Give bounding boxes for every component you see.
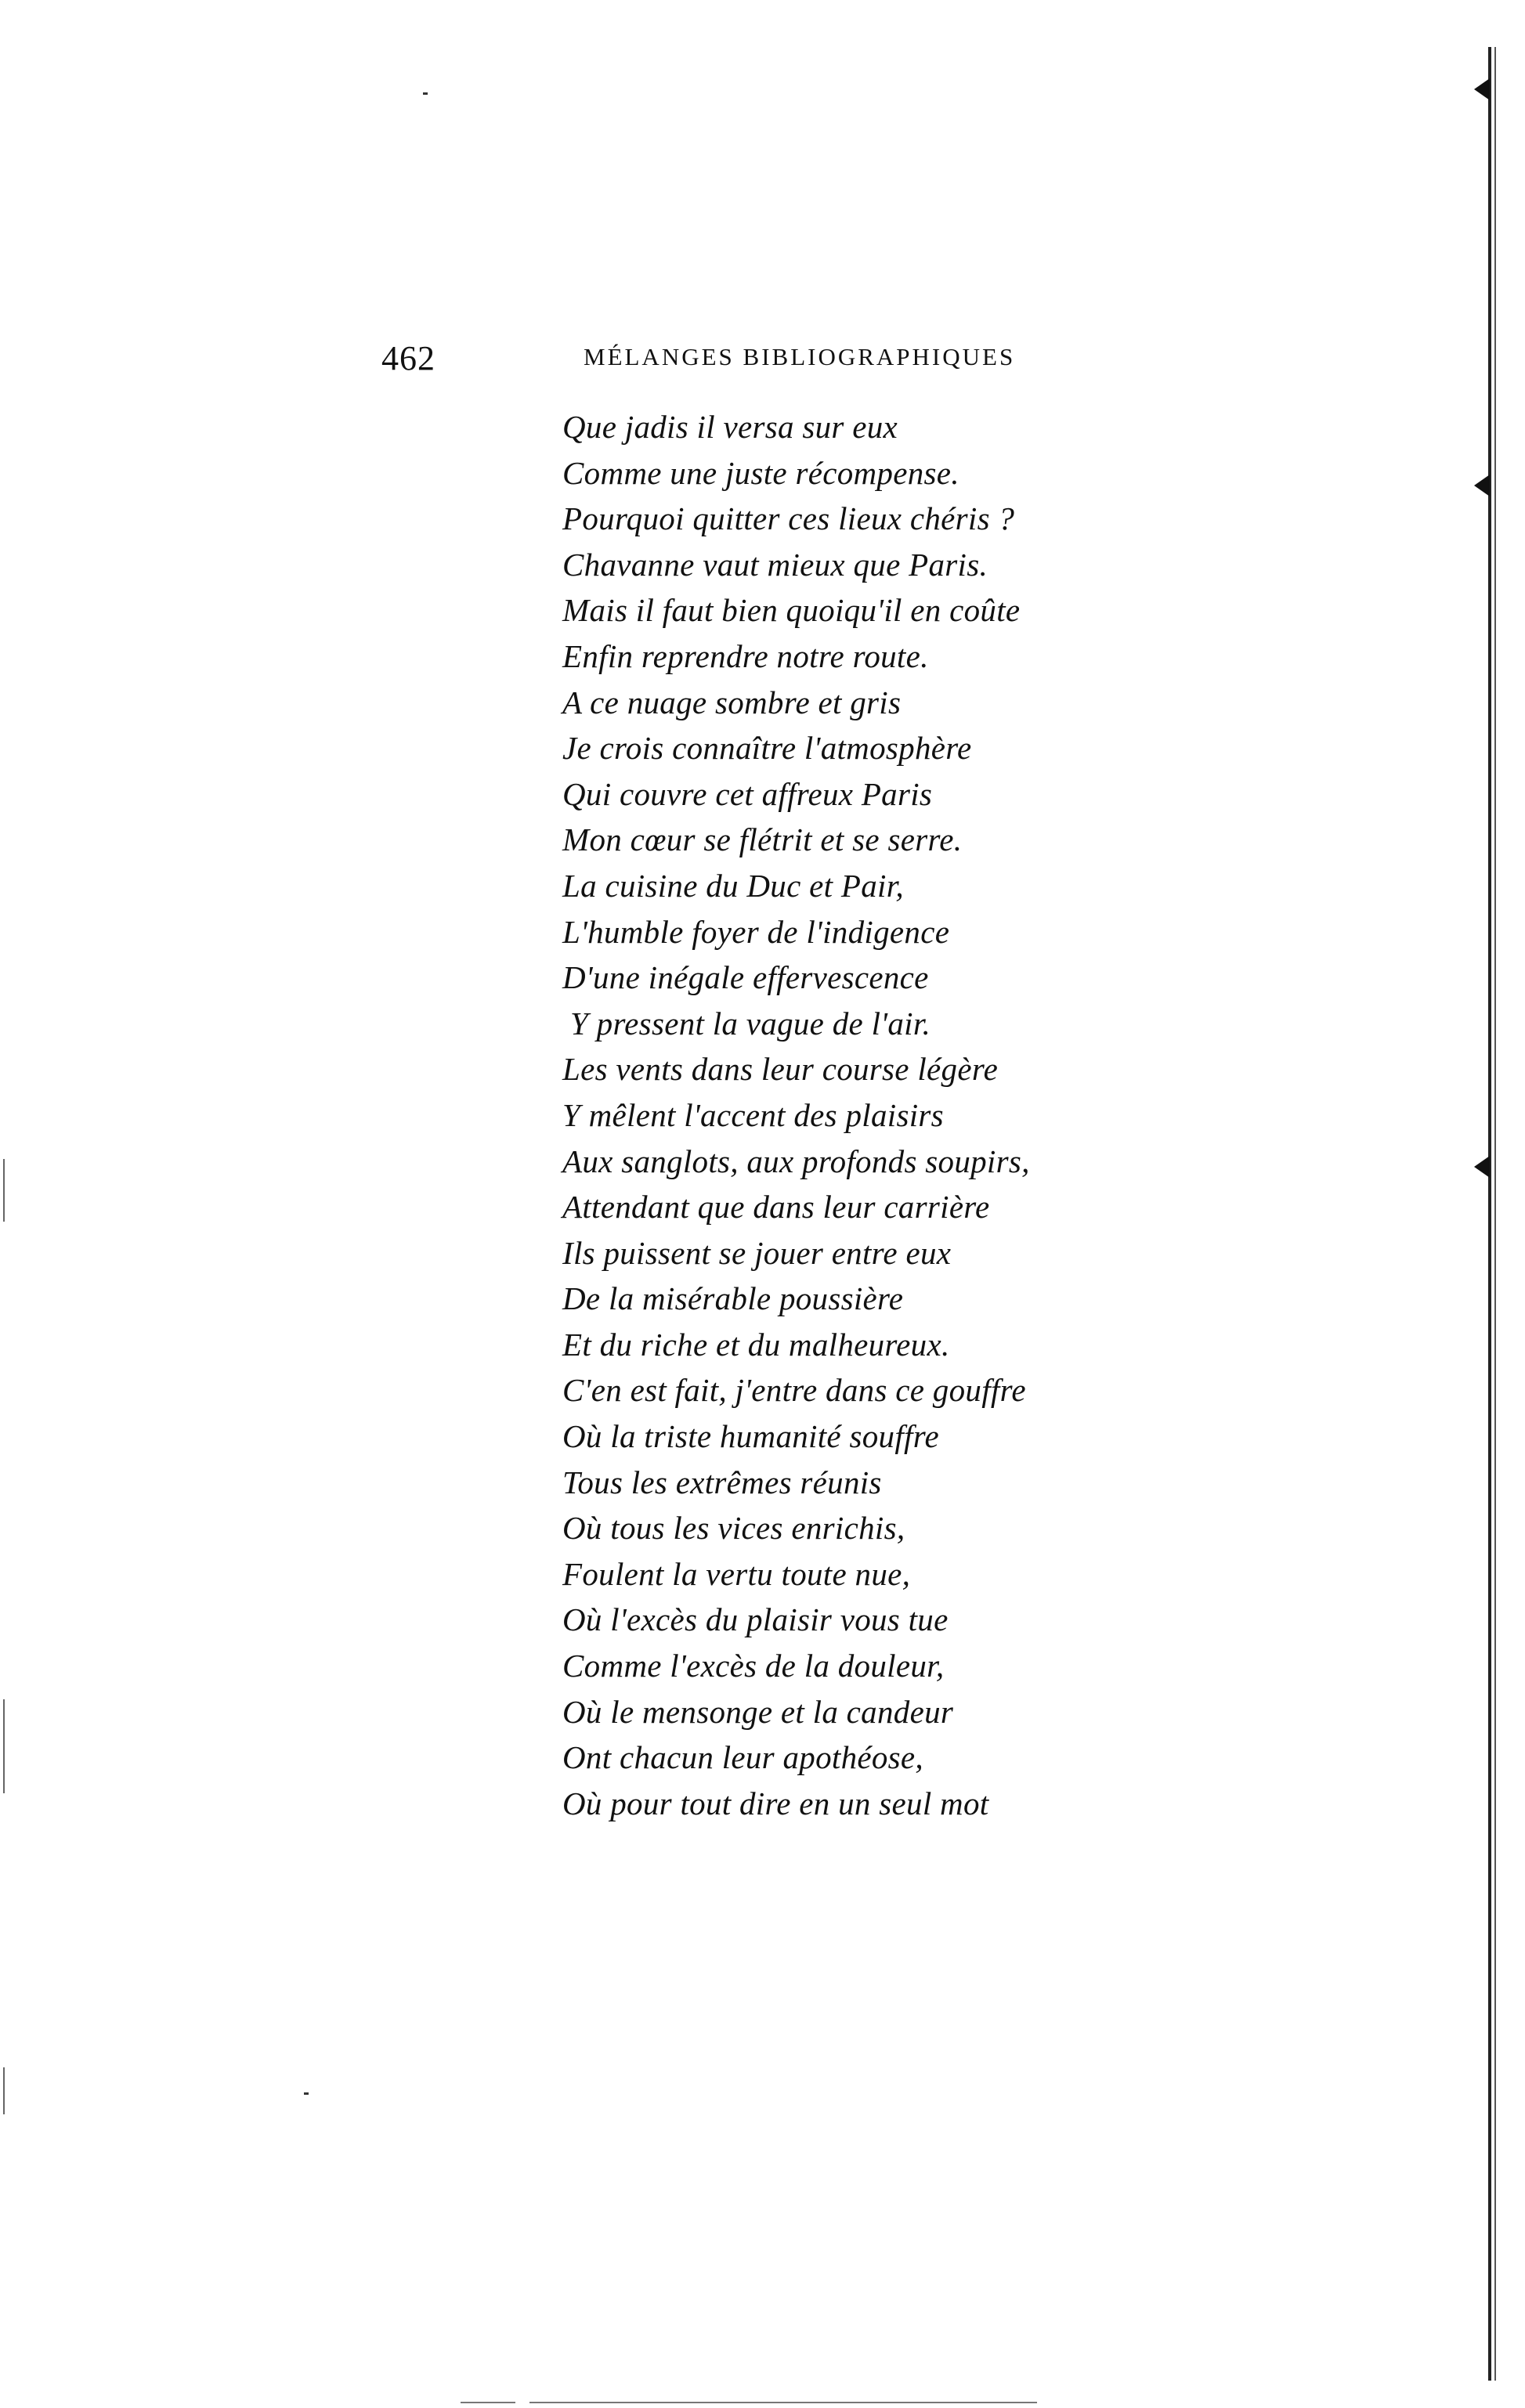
poem-line: D'une inégale effervescence [562, 959, 929, 996]
scan-mark-left [3, 1699, 5, 1793]
binding-edge-shadow [1494, 47, 1496, 2381]
poem-line: Chavanne vaut mieux que Paris. [562, 546, 988, 583]
poem-line: Pourquoi quitter ces lieux chéris ? [562, 500, 1015, 537]
poem-line: Aux sanglots, aux profonds soupirs, [562, 1143, 1030, 1179]
poem-line: Attendant que dans leur carrière [562, 1189, 990, 1226]
poem-line: Y pressent la vague de l'air. [570, 1005, 931, 1042]
poem-line: Où la triste humanité souffre [562, 1418, 939, 1455]
poem-line: Y mêlent l'accent des plaisirs [562, 1096, 944, 1133]
poem-line: Je crois connaître l'atmosphère [562, 730, 972, 767]
binding-notch [1474, 78, 1490, 100]
poem-line: Les vents dans leur course légère [562, 1051, 999, 1088]
poem-line: Et du riche et du malheureux. [562, 1326, 950, 1363]
poem-line: Où pour tout dire en un seul mot [562, 1785, 989, 1821]
binding-edge [1488, 47, 1491, 2381]
running-head: MÉLANGES BIBLIOGRAPHIQUES [584, 343, 1016, 370]
scan-speck [423, 92, 428, 95]
poem-line: Ont chacun leur apothéose, [562, 1739, 923, 1776]
poem-line: De la misérable poussière [562, 1280, 904, 1317]
poem-line: A ce nuage sombre et gris [562, 684, 902, 720]
poem-block [562, 404, 1030, 1826]
poem-line: Où le mensonge et la candeur [562, 1693, 954, 1730]
poem-line: Où tous les vices enrichis, [562, 1510, 905, 1547]
poem-line: Tous les extrêmes réunis [562, 1464, 882, 1500]
scan-mark-left [3, 1159, 5, 1222]
scan-speck [304, 2092, 309, 2095]
binding-notch [1474, 475, 1490, 496]
poem-line: La cuisine du Duc et Pair, [562, 867, 904, 904]
poem-line: Que jadis il versa sur eux [562, 409, 898, 445]
scan-mark-left [3, 2067, 5, 2114]
page-number: 462 [381, 339, 435, 377]
poem-line: L'humble foyer de l'indigence [562, 913, 950, 950]
binding-notch [1474, 1156, 1490, 1178]
poem-line: Qui couvre cet affreux Paris [562, 775, 933, 812]
poem-line: Comme une juste récompense. [562, 454, 959, 491]
bottom-rule [529, 2402, 1037, 2403]
poem-line: Ils puissent se jouer entre eux [562, 1234, 952, 1271]
poem-line: Foulent la vertu toute nue, [562, 1555, 911, 1592]
poem-line: Comme l'excès de la douleur, [562, 1648, 945, 1684]
poem-line: Mon cœur se flétrit et se serre. [562, 821, 963, 858]
bottom-rule [461, 2402, 515, 2403]
poem-line: Enfin reprendre notre route. [562, 637, 929, 674]
poem-line: Mais il faut bien quoiqu'il en coûte [562, 592, 1021, 629]
poem-line: Où l'excès du plaisir vous tue [562, 1601, 949, 1638]
poem-line: C'en est fait, j'entre dans ce gouffre [562, 1372, 1026, 1409]
